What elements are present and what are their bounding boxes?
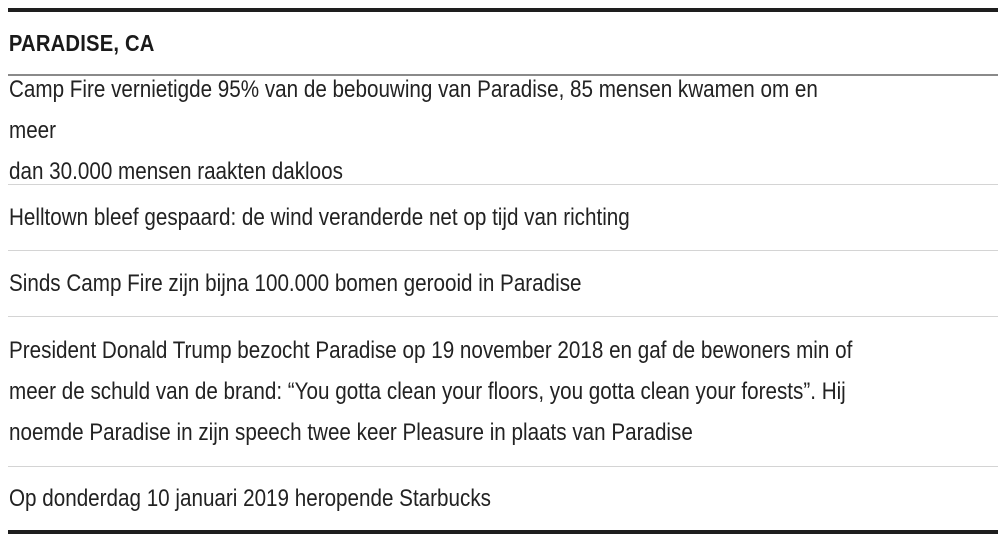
factbox (8, 8, 998, 534)
factbox-title: PARADISE, CA (8, 29, 155, 56)
fact-text: Sinds Camp Fire zijn bijna 100.000 bomen gerooid in Paradise (9, 270, 582, 297)
fact-text: President Donald Trump bezocht Paradise op 19 november 2018 en gaf de bewoners min of meer de schuld van de brand: “You gotta clean your floors, you gotta clean your forests”. Hij noemde Paradise in zijn speech twee keer Pleasure in plaats van Paradise (9, 337, 853, 446)
fact-item (8, 250, 998, 316)
fact-item (8, 466, 998, 530)
fact-item (8, 184, 998, 250)
fact-text: Helltown bleef gespaard: de wind veranderde net op tijd van richting (9, 204, 630, 231)
fact-item (8, 76, 998, 184)
fact-item (8, 316, 998, 466)
fact-list (8, 76, 998, 530)
fact-text: Camp Fire vernietigde 95% van de bebouwing van Paradise, 85 mensen kwamen om en meer dan 30.000 mensen raakten dakloos (9, 75, 818, 185)
fact-text: Op donderdag 10 januari 2019 heropende Starbucks (9, 485, 491, 512)
factbox-header (8, 12, 998, 76)
